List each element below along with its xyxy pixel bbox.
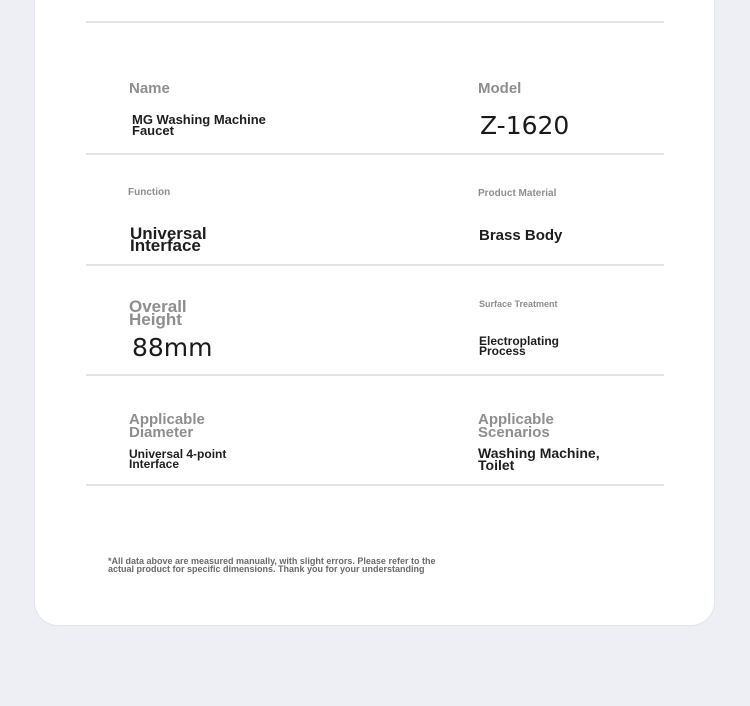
spec-value-height: 88mm [132,333,213,362]
spec-label-scenarios: Applicable Scenarios [478,411,554,441]
spec-value-scenarios: Washing Machine, Toilet [478,445,600,473]
spec-label-function: Function [128,187,171,198]
divider [86,484,664,486]
spec-value-diameter: Universal 4-point Interface [129,447,227,471]
spec-label-model: Model [478,80,522,97]
divider [86,374,664,376]
spec-value-surface: Electroplating Process [479,334,560,358]
disclaimer-footnote: *All data above are measured manually, with slight errors. Please refer to the actual product for specific dimensions. Thank you for your understanding [108,556,436,574]
spec-label-surface: Surface Treatment [479,299,558,309]
divider [86,21,664,23]
divider [86,153,664,155]
spec-label-diameter: Applicable Diameter [129,411,205,441]
spec-value-material: Brass Body [479,227,563,244]
spec-value-name: MG Washing Machine Faucet [132,112,266,138]
spec-label-height: Overall Height [129,297,187,329]
divider [86,264,664,266]
spec-value-function: Universal Interface [130,224,207,255]
spec-value-model: Z-1620 [480,111,570,140]
spec-label-name: Name [129,80,170,97]
spec-label-material: Product Material [478,188,557,199]
